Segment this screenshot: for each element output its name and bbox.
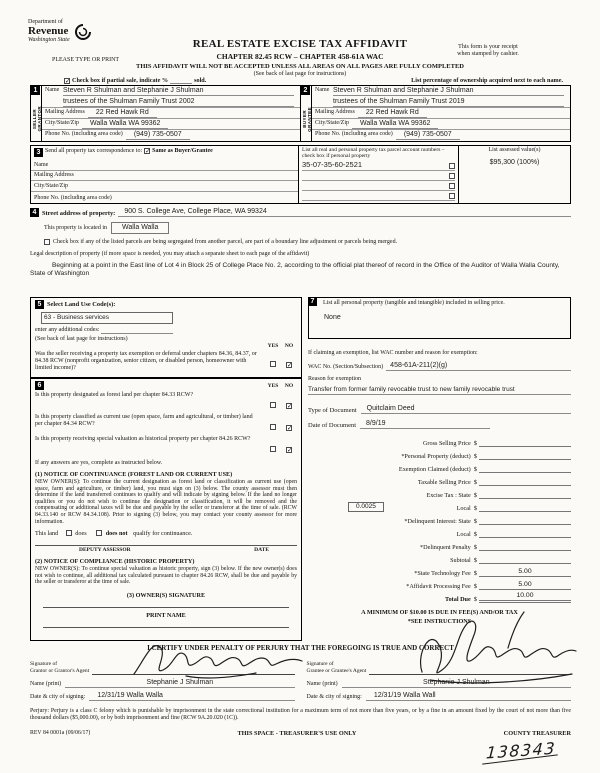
buyer-name-value[interactable]: Steven R Shulman and Stephanie J Shulman bbox=[333, 87, 564, 96]
segregated-label: Check box if any of the listed parcels are being segregated from another parcel, are part of a boundary line adjustment or parcels being merged. bbox=[53, 239, 398, 245]
q-deferral-yes-checkbox[interactable] bbox=[270, 361, 276, 367]
print-name-line[interactable] bbox=[43, 619, 289, 628]
personal-property-deduct-row: *Personal Property (deduct) $ bbox=[308, 447, 571, 460]
assessed-values-box bbox=[459, 146, 570, 203]
print-name-label: PRINT NAME bbox=[146, 611, 186, 619]
personal-property-checkbox-3[interactable] bbox=[449, 183, 455, 189]
q-forest-no-checkbox[interactable]: ✓ bbox=[287, 402, 293, 410]
legal-description-value[interactable]: Beginning at a point in the East line of Lot 4 in Block 25 of College Place No. 2, according to the official plat thereof of record in the Office of the Auditor of Walla Walla County, State of Washington bbox=[30, 262, 560, 277]
date-of-document-value[interactable]: 8/9/19 bbox=[360, 420, 490, 429]
exemption-claimed-value[interactable] bbox=[479, 472, 571, 473]
buyer-city-row bbox=[312, 119, 570, 130]
seller-name-row bbox=[42, 86, 300, 108]
gross-selling-price-row: Gross Selling Price $ bbox=[308, 434, 571, 447]
personal-property-box bbox=[308, 297, 571, 339]
seller-name-value[interactable]: Steven R Shulman and Stephanie J Shulman bbox=[63, 87, 294, 96]
buyer-city-value[interactable]: Walla Walla WA 99362 bbox=[352, 120, 438, 129]
additional-codes-label: enter any additional codes: bbox=[35, 327, 100, 333]
seller-city-row bbox=[42, 119, 300, 130]
seller-city-label: City/State/Zip bbox=[45, 120, 79, 126]
deputy-assessor-label: DEPUTY ASSESSOR bbox=[79, 547, 131, 554]
q-forest-yes-checkbox[interactable] bbox=[270, 402, 276, 408]
q-deferral-no-checkbox[interactable]: ✓ bbox=[287, 361, 293, 369]
gross-selling-price-value[interactable] bbox=[479, 446, 571, 447]
located-in-label: This property is located in bbox=[44, 224, 107, 231]
exemption-deferral-question: Was the seller receiving a property tax exemption or deferral under chapters 84.36, 84.37, or 84.38 RCW (nonprofit organization, senior citizen, or disabled person, homeowner with limited income)? ✓ bbox=[35, 351, 293, 371]
seller-mailing-label: Mailing Address bbox=[45, 109, 85, 115]
type-of-document-label: Type of Document bbox=[308, 407, 357, 414]
deputy-assessor-line[interactable] bbox=[35, 545, 297, 553]
money-section bbox=[308, 434, 571, 603]
excise-tax-local-row: 0.0025 Local $ bbox=[308, 499, 571, 512]
seller-name-label: Name bbox=[45, 87, 60, 93]
section-4-badge: 4 bbox=[30, 208, 39, 217]
receipt-note: This form is your receipt when stamped by cashier. bbox=[457, 44, 519, 57]
assessed-value[interactable]: $95,300 (100%) bbox=[489, 159, 540, 166]
correspondence-name-row[interactable]: Name bbox=[31, 160, 298, 171]
does-not-qualify-checkbox[interactable] bbox=[96, 530, 102, 536]
excise-tax-local-value[interactable] bbox=[479, 511, 571, 512]
delinquent-interest-state-value[interactable] bbox=[479, 524, 571, 525]
ownership-note: List percentage of ownership acquired next to each name. bbox=[411, 77, 563, 84]
seller-phone-row bbox=[42, 130, 300, 141]
grantee-certification: Signature of Grantee or Grantee's Agent Name (print) Stephanie J Shulman Date & city of signing: 12/31/19 Walla Wall bbox=[307, 661, 572, 701]
wac-number-label: WAC No. (Section/Subsection) bbox=[308, 364, 384, 370]
buyer-name-row bbox=[312, 86, 570, 108]
notice-continuance-title: (1) NOTICE OF CONTINUANCE (FOREST LAND OR CURRENT USE) bbox=[35, 471, 233, 478]
seller-box bbox=[30, 85, 301, 142]
grantor-signature bbox=[130, 630, 315, 682]
buyer-phone-value[interactable]: (949) 735-0507 bbox=[396, 131, 460, 140]
certify-statement: I CERTIFY UNDER PENALTY OF PERJURY THAT THE FOREGOING IS TRUE AND CORRECT bbox=[147, 644, 454, 652]
buyer-phone-label: Phone No. (including area code) bbox=[315, 131, 393, 137]
parties-row bbox=[30, 85, 571, 142]
section-3 bbox=[30, 145, 571, 204]
reason-exemption-value[interactable]: Transfer from former family revocable trust to new family revocable trust bbox=[308, 386, 571, 395]
street-address-value[interactable]: 900 S. College Ave, College Place, WA 99324 bbox=[118, 208, 571, 217]
q-currentuse-no-checkbox[interactable]: ✓ bbox=[287, 424, 293, 432]
section-6 bbox=[30, 378, 302, 641]
see-instructions-note: *SEE INSTRUCTIONS bbox=[407, 618, 472, 625]
footer-row bbox=[30, 730, 571, 737]
taxable-selling-price-value[interactable] bbox=[479, 485, 571, 486]
logo-line1: Department of bbox=[28, 19, 63, 25]
total-due-value[interactable]: 10.00 bbox=[479, 592, 571, 603]
correspondence-city-row[interactable]: City/State/Zip bbox=[31, 181, 298, 192]
partial-sale-sold-label: sold. bbox=[194, 77, 207, 84]
exemption-claim-label: If claiming an exemption, list WAC number and reason for exemption: bbox=[308, 350, 478, 356]
seller-strip bbox=[31, 86, 42, 141]
subtotal-value[interactable] bbox=[479, 563, 571, 564]
warning-line: THIS AFFIDAVIT WILL NOT BE ACCEPTED UNLESS ALL AREAS ON ALL PAGES ARE FULLY COMPLETED bbox=[136, 63, 464, 70]
seller-phone-value[interactable]: (949) 735-0507 bbox=[126, 131, 190, 140]
see-back-note: (See back of last page for instructions) bbox=[253, 70, 347, 77]
seller-mailing-value[interactable]: 22 Red Hawk Rd bbox=[88, 109, 157, 118]
delinquent-penalty-row: *Delinquent Penalty $ bbox=[308, 538, 571, 551]
parcel-numbers-box bbox=[299, 146, 459, 203]
parcel-number-value[interactable]: 35-07-35-60-2521 bbox=[302, 160, 363, 170]
form-title-block bbox=[130, 38, 470, 61]
state-technology-fee-row: *State Technology Fee $ 5.00 bbox=[308, 564, 571, 577]
tax-correspondence-box bbox=[31, 146, 299, 203]
section-3-badge: 3 bbox=[34, 148, 43, 157]
form-rev-number: REV 84 0001a (09/06/17) bbox=[30, 730, 91, 736]
dor-swirl-icon bbox=[74, 23, 92, 41]
continuance-qualify-row: This land does does not qualify for continuance. bbox=[35, 530, 193, 538]
wac-number-value[interactable]: 458-61A-211(2)(g) bbox=[386, 362, 571, 371]
seller-mailing-row bbox=[42, 108, 300, 119]
section-4 bbox=[30, 208, 571, 278]
buyer-city-label: City/State/Zip bbox=[315, 120, 349, 126]
forest-land-question: Is this property designated as forest land per chapter 84.33 RCW? ✓ bbox=[35, 392, 293, 410]
grantee-signature bbox=[412, 608, 580, 690]
correspondence-phone-row[interactable]: Phone No. (including area code) bbox=[34, 195, 112, 201]
partial-sale-label: Check box if partial sale, indicate % bbox=[72, 77, 169, 84]
parcel-header: List all real and personal property tax parcel account numbers – check box if personal property bbox=[302, 147, 445, 160]
treasurer-space-label: THIS SPACE - TREASURER'S USE ONLY bbox=[237, 730, 357, 737]
partial-sale-row bbox=[30, 77, 571, 84]
logo-line2: Revenue bbox=[28, 25, 69, 37]
section-6-badge: 6 bbox=[35, 381, 44, 390]
grantor-date-city-value[interactable]: 12/31/19 Walla Walla bbox=[89, 692, 294, 701]
date-of-document-label: Date of Document bbox=[308, 422, 357, 429]
buyer-strip bbox=[301, 86, 312, 141]
subtotal-row: Subtotal $ bbox=[308, 551, 571, 564]
local-rate-box[interactable]: 0.0025 bbox=[348, 502, 384, 512]
parcel-row-2[interactable] bbox=[302, 171, 455, 181]
buyer-mailing-label: Mailing Address bbox=[315, 109, 355, 115]
parcel-row-4[interactable] bbox=[302, 191, 455, 201]
notice-continuance-body: NEW OWNER(S): To continue the current designation as forest land or classification as current use (open space, farm and agriculture, or timber) land, you must sign on (3) below. The county assessor must then determine if the land transferred continues to qualify and will indicate by signing below. If the land no longer qualifies or you do not wish to continue the designation or classification, it will be removed and the compensating or additional taxes will be due and payable by the seller or transferor at the time of sale. (RCW 84.33.140 or RCW 84.34.108). Prior to signing (3) below, you may contact your county assessor for more information. bbox=[35, 479, 297, 525]
personal-property-checkbox-4[interactable] bbox=[449, 193, 455, 199]
page-title: REAL ESTATE EXCISE TAX AFFIDAVIT bbox=[192, 38, 408, 50]
personal-property-header: List all personal property (tangible and intangible) included in selling price. bbox=[323, 300, 505, 306]
seller-city-value[interactable]: Walla Walla WA 99362 bbox=[82, 120, 168, 129]
personal-property-deduct-value[interactable] bbox=[479, 459, 571, 460]
buyer-box bbox=[301, 85, 571, 142]
seller-phone-label: Phone No. (including area code) bbox=[45, 131, 123, 137]
total-due-row: Total Due $ 10.00 bbox=[308, 590, 571, 603]
section-5-badge: 5 bbox=[35, 300, 44, 309]
type-of-document-value[interactable]: Quitclaim Deed bbox=[361, 405, 571, 414]
delinquent-penalty-value[interactable] bbox=[479, 550, 571, 551]
seller-name-value-2[interactable]: trustees of the Shulman Family Trust 2002 bbox=[63, 98, 294, 107]
delinquent-interest-state-row: *Delinquent Interest: State $ bbox=[308, 512, 571, 525]
same-as-buyer-label: Same as Buyer/Grantee bbox=[152, 148, 213, 154]
segregated-checkbox[interactable] bbox=[44, 239, 50, 245]
grantor-print-name-value[interactable]: Stephanie J Shulman bbox=[65, 679, 294, 688]
delinquent-interest-local-value[interactable] bbox=[479, 537, 571, 538]
grantee-print-name-value[interactable]: Stephanie J Shulman bbox=[342, 679, 571, 688]
seller-side-label: SELLER GRANTOR bbox=[31, 106, 42, 132]
partial-sale-checkbox[interactable]: ✓ bbox=[65, 77, 71, 85]
notice-compliance-title: (2) NOTICE OF COMPLIANCE (HISTORIC PROPERTY) bbox=[35, 558, 195, 566]
county-treasurer-label: COUNTY TREASURER bbox=[503, 730, 571, 737]
affidavit-processing-fee-value[interactable]: 5.00 bbox=[479, 581, 571, 590]
reason-exemption-label: Reason for exemption bbox=[308, 376, 361, 382]
send-correspondence-label: Send all property tax correspondence to: bbox=[45, 148, 143, 154]
assessed-header: List assessed value(s) bbox=[488, 147, 541, 153]
section-7-badge: 7 bbox=[308, 297, 317, 306]
q-historic-no-checkbox[interactable]: ✓ bbox=[287, 446, 293, 454]
section-2-badge: 2 bbox=[301, 86, 310, 95]
historic-property-question: Is this property receiving special valuation as historical property per chapter 84.26 RCW? ✓ bbox=[35, 436, 293, 454]
buyer-name-label: Name bbox=[315, 87, 330, 93]
buyer-name-value-2[interactable]: trustees of the Shulman Family Trust 2019 bbox=[333, 98, 564, 107]
street-address-label: Street address of property: bbox=[42, 210, 116, 217]
if-yes-note: If any answers are yes, complete as instructed below. bbox=[35, 460, 163, 466]
affidavit-processing-fee-row: *Affidavit Processing Fee $ 5.00 bbox=[308, 577, 571, 590]
land-use-label: Select Land Use Code(s): bbox=[47, 301, 116, 308]
partial-sale-percent-field[interactable] bbox=[170, 77, 192, 84]
please-type-note: PLEASE TYPE OR PRINT bbox=[52, 57, 120, 63]
logo-line3: Washington State bbox=[28, 37, 70, 43]
current-use-question: Is this property classified as current use (open space, farm and agricultural, or timber) land per chapter 84.34 RCW? ✓ bbox=[35, 414, 293, 432]
owners-signature-line[interactable] bbox=[43, 599, 289, 608]
exemption-claimed-row: Exemption Claimed (deduct) $ bbox=[308, 460, 571, 473]
owners-signature-label: (3) OWNER(S) SIGNATURE bbox=[126, 591, 206, 599]
buyer-mailing-row bbox=[312, 108, 570, 119]
deputy-date-label: DATE bbox=[254, 547, 269, 554]
buyer-side-label: BUYER GRANTEE bbox=[301, 106, 312, 132]
q-currentuse-yes-checkbox[interactable] bbox=[270, 424, 276, 430]
grantor-certification: Signature of Grantor or Grantor's Agent Name (print) Stephanie J Shulman Date & city of signing: 12/31/19 Walla Walla bbox=[30, 661, 295, 701]
notice-compliance-body: NEW OWNER(S): To continue special valuation as historic property, sign (3) below. If the new owner(s) does not wish to continue, all additional tax calculated pursuant to chapter 84.26 RCW, shall be due and payable by the seller or transferor at the time of sale. bbox=[35, 566, 297, 586]
correspondence-mailing-row[interactable]: Mailing Address bbox=[31, 171, 298, 182]
section5-see-back: (See back of last page for instructions) bbox=[35, 336, 128, 342]
taxable-selling-price-row: Taxable Selling Price $ bbox=[308, 473, 571, 486]
section5-yes-no-header: YES NO bbox=[267, 343, 294, 349]
personal-property-value[interactable]: None bbox=[324, 314, 341, 321]
section6-yes-no-header: YES NO bbox=[267, 382, 294, 389]
land-use-code-select[interactable]: 63 - Business services bbox=[41, 312, 173, 324]
located-in-value[interactable]: Walla Walla bbox=[111, 222, 169, 234]
legal-description-label: Legal description of property (if more space is needed, you may attach a separate sheet to each page of the affidavit) bbox=[30, 251, 310, 257]
personal-property-checkbox-2[interactable] bbox=[449, 173, 455, 179]
delinquent-interest-local-row: Local $ bbox=[308, 525, 571, 538]
same-as-buyer-checkbox[interactable]: ✓ bbox=[145, 147, 151, 155]
buyer-phone-row bbox=[312, 130, 570, 141]
state-technology-fee-value[interactable]: 5.00 bbox=[479, 568, 571, 577]
grantee-date-city-value[interactable]: 12/31/19 Walla Wall bbox=[366, 692, 571, 701]
excise-tax-state-value[interactable] bbox=[479, 498, 571, 499]
perjury-note: Perjury: Perjury is a class C felony which is punishable by imprisonment in the state correctional institution for a maximum term of not more than five years, or by a fine in an amount fixed by the court of not more than five thousand dollars ($5,000.00), or by both imprisonment and fine (RCW 9A.20.020 (1C)). bbox=[30, 708, 571, 721]
q-historic-yes-checkbox[interactable] bbox=[270, 446, 276, 452]
minimum-due-note: A MINIMUM OF $10.00 IS DUE IN FEE(S) AND/OR TAX bbox=[361, 609, 518, 616]
treasurer-stamp bbox=[485, 738, 558, 763]
qualifies-checkbox[interactable] bbox=[66, 530, 72, 536]
stamp-number: 138343 bbox=[485, 738, 557, 763]
right-column bbox=[308, 297, 571, 625]
personal-property-checkbox-1[interactable] bbox=[449, 163, 455, 169]
buyer-mailing-value[interactable]: 22 Red Hawk Rd bbox=[358, 109, 427, 118]
chapter-subtitle: CHAPTER 82.45 RCW – CHAPTER 458-61A WAC bbox=[216, 52, 384, 61]
section-1-badge: 1 bbox=[31, 86, 40, 95]
parcel-row-3[interactable] bbox=[302, 181, 455, 191]
additional-codes-field[interactable] bbox=[101, 327, 173, 334]
dor-logo bbox=[28, 19, 92, 44]
excise-tax-state-row: Excise Tax : State $ bbox=[308, 486, 571, 499]
section-5 bbox=[30, 297, 302, 378]
